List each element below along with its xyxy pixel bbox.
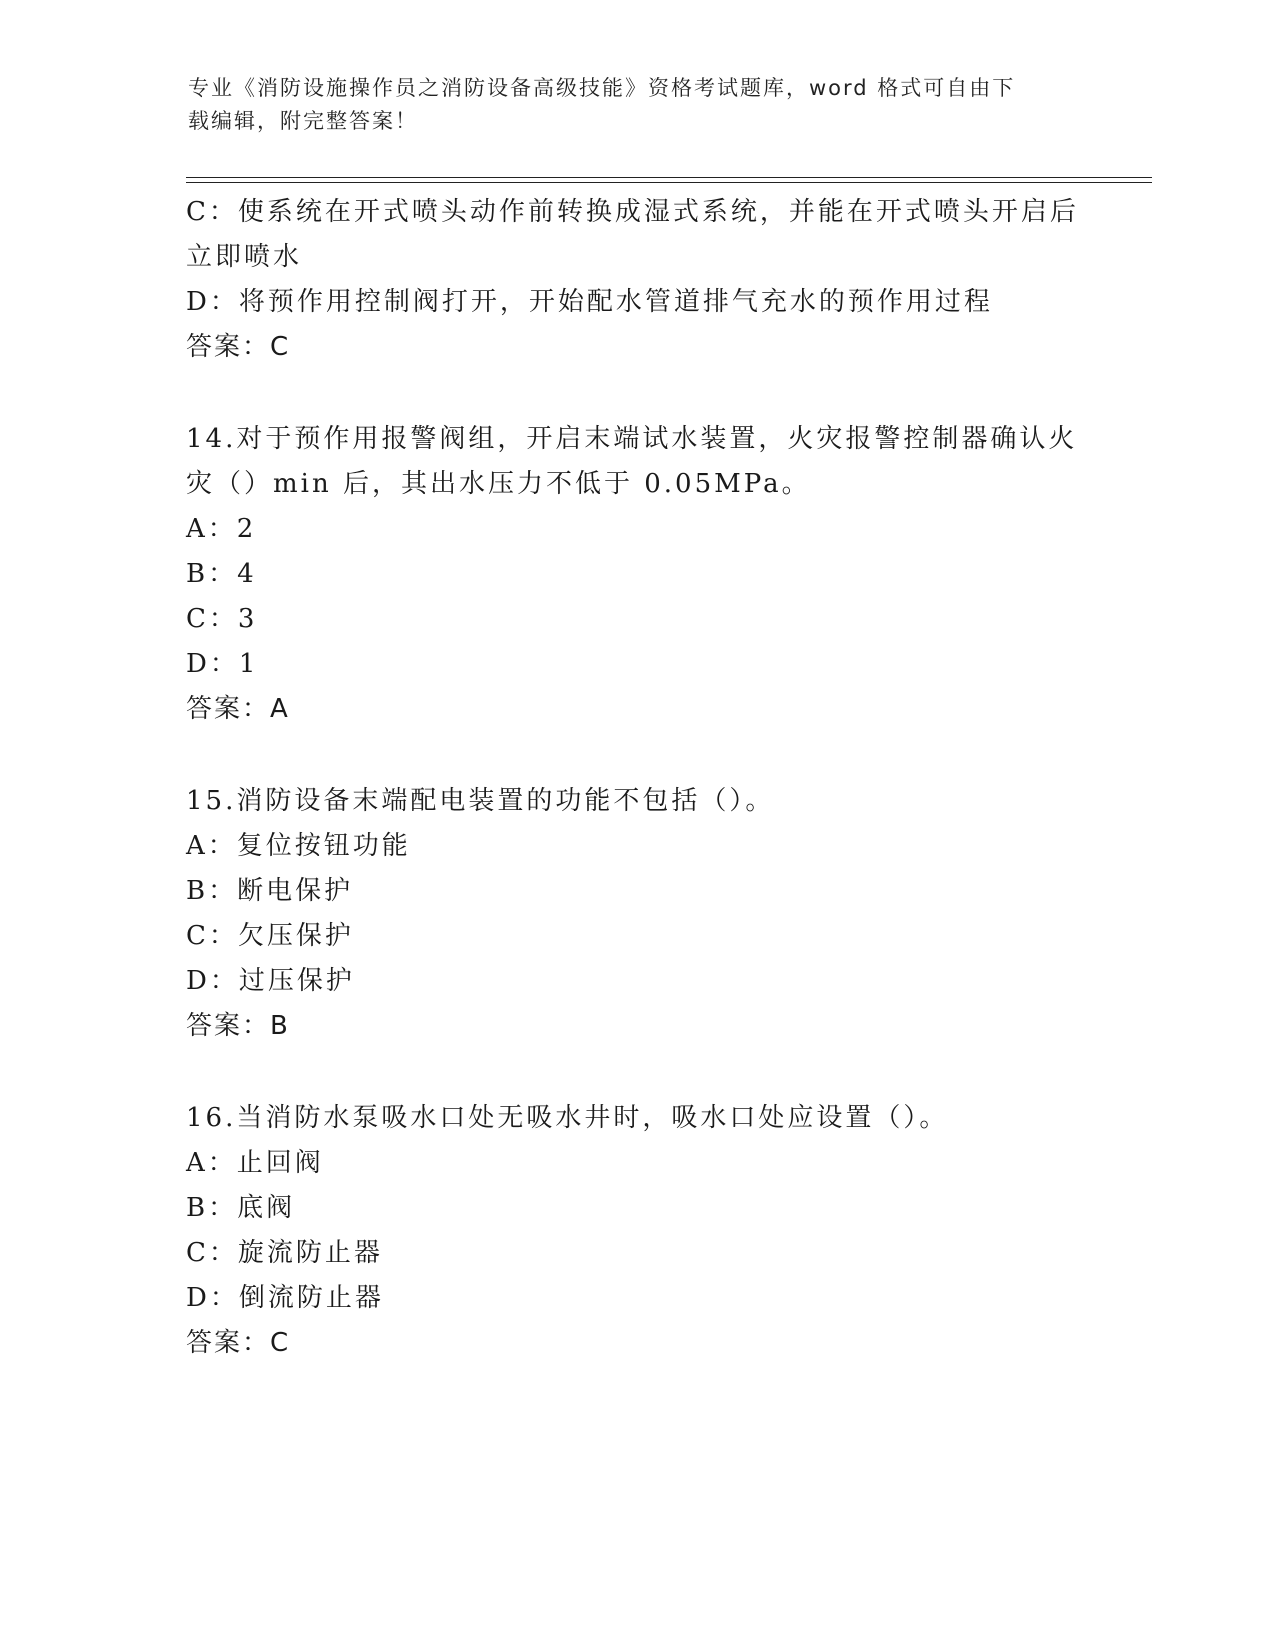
question-16 <box>186 1096 1086 1366</box>
header-divider-top <box>186 177 1152 178</box>
option-d: D：过压保护 <box>186 966 355 996</box>
question-stem-continued: 灾（）min 后，其出水压力不低于 0.05MPa。 <box>186 469 811 499</box>
question-14 <box>186 417 1086 732</box>
option-d: D：倒流防止器 <box>186 1283 384 1313</box>
answer-line: 答案：C <box>186 332 291 362</box>
option-b: B：4 <box>186 559 257 589</box>
option-a: A：复位按钮功能 <box>186 831 411 861</box>
question-stem: 15.消防设备末端配电装置的功能不包括（）。 <box>186 786 775 816</box>
answer-line: 答案：B <box>186 1011 290 1041</box>
header-line-2: 载编辑，附完整答案！ <box>188 109 418 133</box>
option-b: B：断电保护 <box>186 876 354 906</box>
answer-line: 答案：A <box>186 694 290 724</box>
option-b: B：底阀 <box>186 1193 296 1223</box>
question-content <box>186 190 1086 1366</box>
question-stem: 14.对于预作用报警阀组，开启末端试水装置，火灾报警控制器确认火 <box>186 424 1078 454</box>
header-divider-bottom <box>186 182 1152 183</box>
header-line-1: 专业《消防设施操作员之消防设备高级技能》资格考试题库，word 格式可自由下 <box>188 76 1016 100</box>
option-c: C：使系统在开式喷头动作前转换成湿式系统，并能在开式喷头开启后 <box>186 197 1079 227</box>
option-c: C：欠压保护 <box>186 921 354 951</box>
question-15 <box>186 779 1086 1049</box>
document-header <box>188 72 1068 138</box>
question-stem: 16.当消防水泵吸水口处无吸水井时，吸水口处应设置（）。 <box>186 1103 949 1133</box>
question-13-continued <box>186 190 1086 370</box>
option-c-continued: 立即喷水 <box>186 242 303 272</box>
option-d: D：1 <box>186 649 259 679</box>
option-c: C：旋流防止器 <box>186 1238 383 1268</box>
option-a: A：止回阀 <box>186 1148 324 1178</box>
answer-line: 答案：C <box>186 1328 291 1358</box>
option-c: C：3 <box>186 604 258 634</box>
option-a: A：2 <box>186 514 257 544</box>
option-d: D：将预作用控制阀打开，开始配水管道排气充水的预作用过程 <box>186 287 993 317</box>
